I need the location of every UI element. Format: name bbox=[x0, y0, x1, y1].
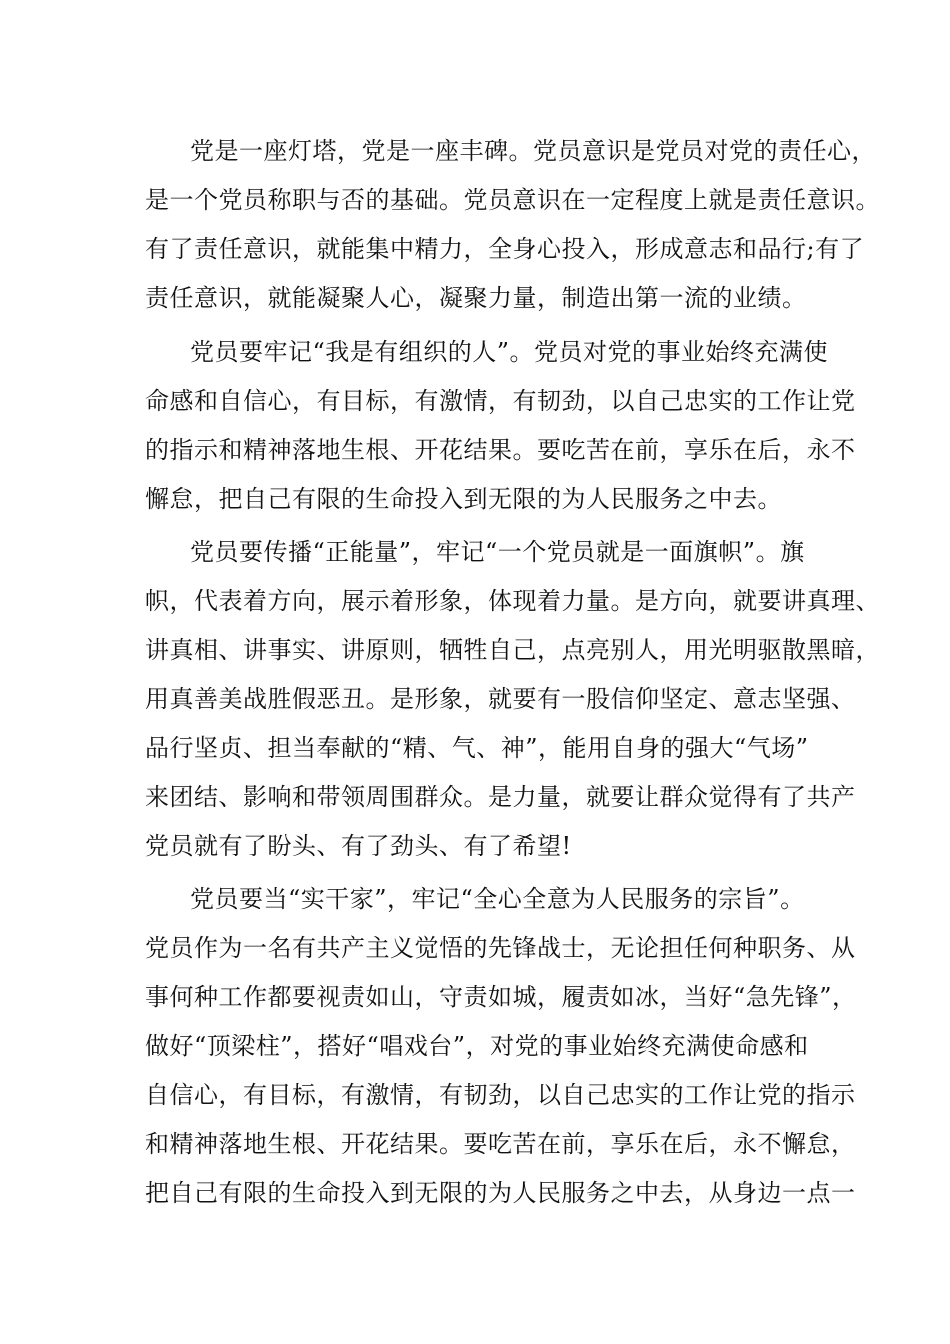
paragraph-3-line-4: 用真善美战胜假恶丑。是形象，就要有一股信仰坚定、意志坚强、 bbox=[145, 685, 856, 713]
paragraph-3-line-2: 帜，代表着方向，展示着形象，体现着力量。是方向，就要讲真理、 bbox=[145, 587, 880, 615]
paragraph-3-line-3: 讲真相、讲事实、讲原则，牺牲自己，点亮别人，用光明驱散黑暗， bbox=[145, 636, 880, 664]
paragraph-3-line-5: 品行坚贞、担当奉献的“精、气、神”，能用自身的强大“气场” bbox=[145, 734, 809, 762]
paragraph-1-line-3: 有了责任意识，就能集中精力，全身心投入，形成意志和品行;有了 bbox=[145, 235, 865, 263]
paragraph-4-line-4: 做好“顶梁柱”，搭好“唱戏台”，对党的事业始终充满使命感和 bbox=[145, 1032, 809, 1060]
paragraph-4-line-7: 把自己有限的生命投入到无限的为人民服务之中去，从身边一点一 bbox=[145, 1179, 856, 1207]
paragraph-1-line-1: 党是一座灯塔，党是一座丰碑。党员意识是党员对党的责任心， bbox=[190, 137, 876, 165]
paragraph-2-line-2: 命感和自信心，有目标，有激情，有韧劲，以自己忠实的工作让党 bbox=[145, 387, 856, 415]
paragraph-2-line-3: 的指示和精神落地生根、开花结果。要吃苦在前，享乐在后，永不 bbox=[145, 436, 856, 464]
paragraph-4-line-3: 事何种工作都要视责如山，守责如城，履责如冰，当好“急先锋”， bbox=[145, 983, 857, 1011]
paragraph-1-line-4: 责任意识，就能凝聚人心，凝聚力量，制造出第一流的业绩。 bbox=[145, 284, 807, 312]
paragraph-4-line-1: 党员要当“实干家”，牢记“全心全意为人民服务的宗旨”。 bbox=[190, 885, 805, 913]
paragraph-4-line-5: 自信心，有目标，有激情，有韧劲，以自己忠实的工作让党的指示 bbox=[145, 1081, 856, 1109]
paragraph-2-line-1: 党员要牢记“我是有组织的人”。党员对党的事业始终充满使 bbox=[190, 338, 829, 366]
paragraph-4-line-6: 和精神落地生根、开花结果。要吃苦在前，享乐在后，永不懈怠， bbox=[145, 1130, 856, 1158]
paragraph-1-line-2: 是一个党员称职与否的基础。党员意识在一定程度上就是责任意识。 bbox=[145, 186, 880, 214]
paragraph-3-line-6: 来团结、影响和带领周围群众。是力量，就要让群众觉得有了共产 bbox=[145, 783, 856, 811]
paragraph-2-line-4: 懈怠，把自己有限的生命投入到无限的为人民服务之中去。 bbox=[145, 485, 782, 513]
paragraph-3-line-7: 党员就有了盼头、有了劲头、有了希望! bbox=[145, 832, 572, 860]
paragraph-4-line-2: 党员作为一名有共产主义觉悟的先锋战士，无论担任何种职务、从 bbox=[145, 934, 856, 962]
paragraph-3-line-1: 党员要传播“正能量”，牢记“一个党员就是一面旗帜”。旗 bbox=[190, 538, 805, 566]
